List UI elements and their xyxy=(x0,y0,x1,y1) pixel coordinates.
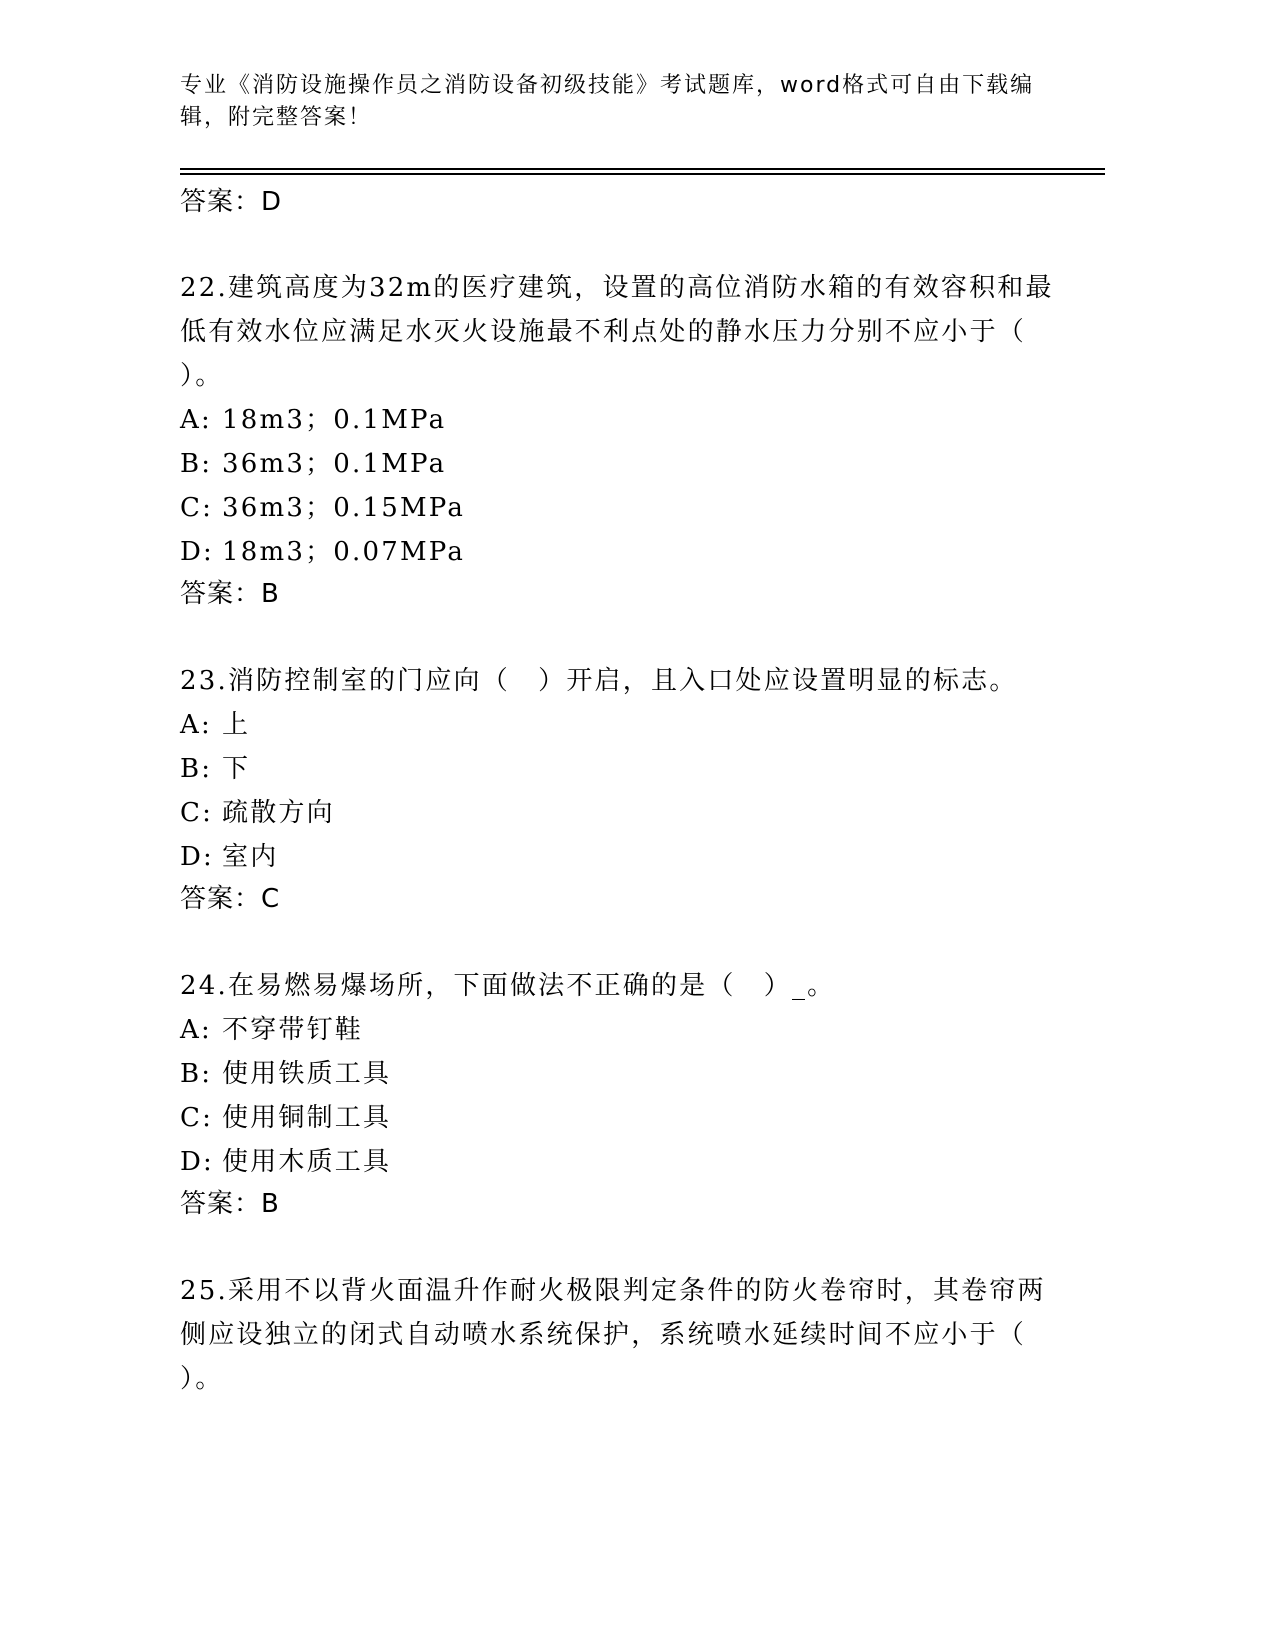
question-23-option-a xyxy=(180,709,250,741)
option-text: 18m3；0.1MPa xyxy=(222,405,447,435)
option-text: 36m3；0.1MPa xyxy=(222,449,447,479)
question-22-stem-line-1: 22.建筑高度为32m的医疗建筑，设置的高位消防水箱的有效容积和最 xyxy=(180,273,1054,303)
question-22-option-b xyxy=(180,448,446,480)
option-text: 疏散方向 xyxy=(222,798,335,828)
question-24-option-d xyxy=(180,1146,391,1178)
question-23-option-b xyxy=(180,753,250,785)
question-23-option-d xyxy=(180,841,278,873)
question-23-stem-line-1: 23.消防控制室的门应向（ ）开启，且入口处应设置明显的标志。 xyxy=(180,666,1018,696)
question-24-stem-line-1: 24.在易燃易爆场所，下面做法不正确的是（ ）_。 xyxy=(180,971,836,1001)
option-text: 使用铁质工具 xyxy=(222,1059,392,1089)
option-letter: D: xyxy=(180,1147,215,1177)
question-24-option-c xyxy=(180,1102,391,1134)
option-letter: D: xyxy=(180,537,215,567)
header-rule-top xyxy=(180,168,1105,170)
question-25-stem-line-2: 侧应设独立的闭式自动喷水系统保护，系统喷水延续时间不应小于（ xyxy=(180,1320,1027,1350)
option-letter: B: xyxy=(180,449,213,479)
option-letter: A: xyxy=(180,1015,212,1045)
option-letter: C: xyxy=(180,798,214,828)
header-rule-bottom xyxy=(180,173,1105,175)
option-text: 不穿带钉鞋 xyxy=(222,1015,364,1045)
question-25-stem-line-1: 25.采用不以背火面温升作耐火极限判定条件的防火卷帘时，其卷帘两 xyxy=(180,1276,1046,1306)
option-letter: D: xyxy=(180,842,215,872)
option-letter: B: xyxy=(180,754,213,784)
option-text: 上 xyxy=(222,710,251,740)
page-header xyxy=(180,70,1070,134)
question-22-stem-line-2: 低有效水位应满足水灭火设施最不利点处的静水压力分别不应小于（ xyxy=(180,317,1027,347)
previous-answer: 答案：D xyxy=(180,187,283,217)
option-letter: C: xyxy=(180,1103,214,1133)
question-22-option-a xyxy=(180,404,446,436)
option-letter: B: xyxy=(180,1059,213,1089)
question-22-answer: 答案：B xyxy=(180,579,280,609)
header-line-2: 辑，附完整答案！ xyxy=(180,105,373,130)
question-25-stem-line-3: ）。 xyxy=(180,1364,224,1394)
question-24-option-a xyxy=(180,1014,363,1046)
option-text: 使用木质工具 xyxy=(222,1147,392,1177)
option-text: 使用铜制工具 xyxy=(222,1103,392,1133)
question-23-option-c xyxy=(180,797,335,829)
question-22-option-c xyxy=(180,492,465,524)
question-24-option-b xyxy=(180,1058,391,1090)
question-22-option-d xyxy=(180,536,465,568)
option-text: 36m3；0.15MPa xyxy=(222,493,466,523)
option-text: 18m3；0.07MPa xyxy=(222,537,466,567)
question-23-answer: 答案：C xyxy=(180,884,281,914)
option-text: 下 xyxy=(222,754,251,784)
option-letter: A: xyxy=(180,710,212,740)
question-22-stem-line-3: ）。 xyxy=(180,361,224,391)
option-letter: C: xyxy=(180,493,214,523)
header-line-1: 专业《消防设施操作员之消防设备初级技能》考试题库，word格式可自由下载编 xyxy=(180,73,1035,98)
option-letter: A: xyxy=(180,405,212,435)
question-24-answer: 答案：B xyxy=(180,1189,280,1219)
option-text: 室内 xyxy=(222,842,279,872)
